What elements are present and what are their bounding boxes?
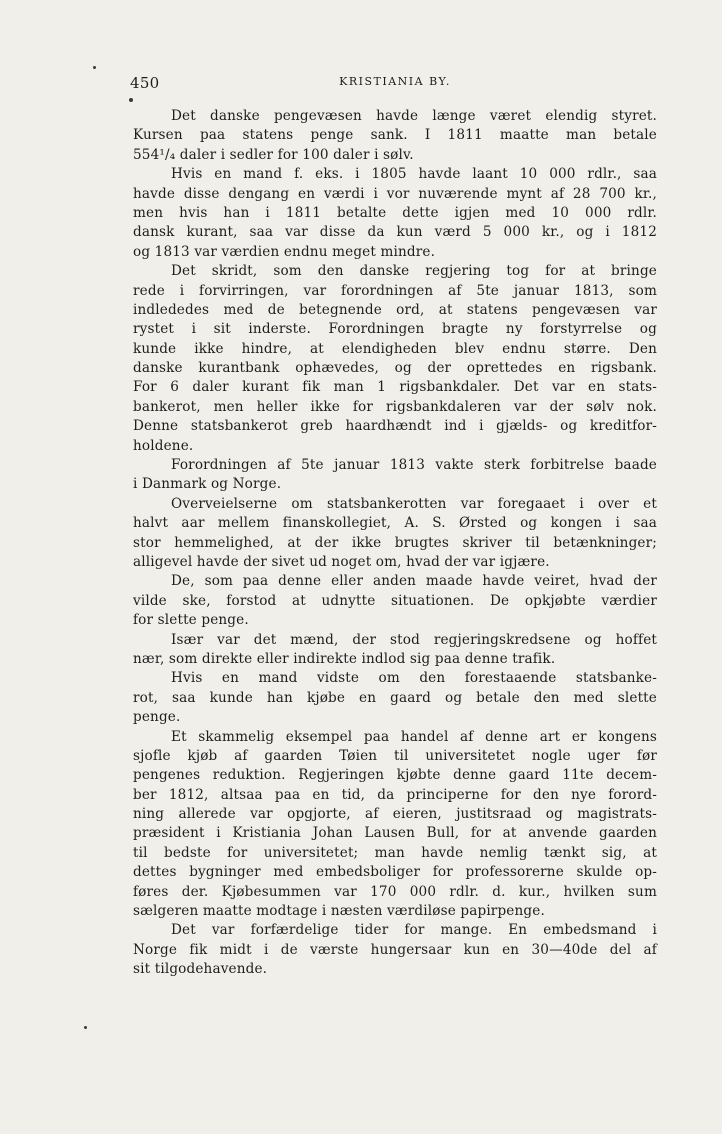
text-line: Især var det mænd, der stod regjeringskredsene og hoffet	[171, 631, 657, 648]
text-line: 554¹/₄ daler i sedler for 100 daler i sølv.	[133, 146, 414, 163]
paragraph	[133, 107, 657, 165]
text-line: og 1813 var værdien endnu meget mindre.	[133, 243, 436, 260]
text-line: sit tilgodehavende.	[133, 961, 268, 978]
text-line: til bedste for universitetet; man havde nemlig tænkt sig, at	[133, 844, 657, 861]
text-line: Overveielserne om statsbankerotten var foregaaet i over et	[171, 495, 657, 512]
text-line: Norge fik midt i de værste hungersaar kun en 30—40de del af	[133, 941, 657, 958]
text-line: halvt aar mellem finanskollegiet, A. S. Ørsted og kongen i saa	[133, 515, 657, 532]
print-speck	[93, 66, 96, 69]
paragraph	[133, 262, 657, 456]
paragraph	[133, 631, 657, 670]
text-line: Hvis en mand vidste om den forestaaende statsbanke-	[171, 670, 657, 687]
text-line: alligevel havde der sivet ud noget om, hvad der var igjære.	[133, 553, 550, 570]
print-speck	[84, 1026, 87, 1029]
text-line: Hvis en mand f. eks. i 1805 havde laant 10 000 rdlr., saa	[171, 166, 657, 183]
text-line: ber 1812, altsaa paa en tid, da principerne for den nye forord-	[133, 786, 657, 803]
paragraph	[133, 165, 657, 262]
text-line: for slette penge.	[133, 612, 249, 629]
text-line: sælgeren maatte modtage i næsten værdiløse papirpenge.	[133, 903, 545, 920]
text-line: i Danmark og Norge.	[133, 476, 282, 493]
paragraph	[133, 456, 657, 495]
text-line: penge.	[133, 709, 181, 726]
text-line: havde disse dengang en værdi i vor nuværende mynt af 28 700 kr.,	[133, 185, 657, 202]
text-line: ning allerede var opgjorte, af eieren, justitsraad og magistrats-	[133, 806, 657, 823]
text-line: nær, som direkte eller indirekte indlod sig paa denne trafik.	[133, 650, 556, 667]
text-line: Det skridt, som den danske regjering tog for at bringe	[171, 263, 657, 280]
text-line: sjofle kjøb af gaarden Tøien til universitetet nogle uger før	[133, 747, 657, 764]
text-line: rot, saa kunde han kjøbe en gaard og betale den med slette	[133, 689, 657, 706]
print-speck	[129, 98, 133, 102]
running-title: KRISTIANIA BY.	[339, 75, 451, 88]
paragraph	[133, 572, 657, 630]
text-line: kunde ikke hindre, at elendigheden blev endnu større. Den	[133, 340, 657, 357]
text-line: Forordningen af 5te januar 1813 vakte sterk forbitrelse baade	[171, 457, 657, 474]
text-line: Det danske pengevæsen havde længe været elendig styret.	[171, 108, 657, 124]
paragraph	[133, 495, 657, 573]
text-line: bankerot, men heller ikke for rigsbankdaleren var der sølv nok.	[133, 398, 657, 415]
text-line: For 6 daler kurant fik man 1 rigsbankdaler. Det var en stats-	[133, 379, 657, 396]
text-line: danske kurantbank ophævedes, og der oprettedes en rigsbank.	[133, 360, 657, 377]
text-line: holdene.	[133, 437, 194, 454]
paragraph	[133, 669, 657, 727]
text-line: stor hemmelighed, at der ikke brugtes skriver til betænkninger;	[133, 534, 657, 551]
text-line: vilde ske, forstod at udnytte situationen. De opkjøbte værdier	[133, 592, 657, 609]
text-line: dansk kurant, saa var disse da kun værd 5 000 kr., og i 1812	[133, 224, 657, 241]
text-line: indlededes med de betegnende ord, at statens pengevæsen var	[133, 301, 657, 318]
paragraph	[133, 921, 657, 979]
text-line: rystet i sit inderste. Forordningen bragte ny forstyrrelse og	[133, 321, 657, 338]
text-line: føres der. Kjøbesummen var 170 000 rdlr. d. kur., hvilken sum	[133, 883, 657, 900]
text-line: men hvis han i 1811 betalte dette igjen med 10 000 rdlr.	[133, 204, 657, 221]
text-line: Denne statsbankerot greb haardhændt ind i gjælds- og kreditfor-	[133, 418, 657, 435]
text-line: dettes bygninger med embedsboliger for professorerne skulde op-	[133, 864, 657, 881]
page-header	[130, 74, 660, 94]
text-line: præsident i Kristiania Johan Lausen Bull, for at anvende gaarden	[133, 825, 657, 842]
text-line: rede i forvirringen, var forordningen af 5te januar 1813, som	[133, 282, 657, 299]
body-text	[133, 107, 657, 980]
text-line: Kursen paa statens penge sank. I 1811 maatte man betale	[133, 127, 657, 144]
text-line: Det var forfærdelige tider for mange. En embedsmand i	[171, 922, 657, 939]
text-line: pengenes reduktion. Regjeringen kjøbte denne gaard 11te decem-	[133, 767, 657, 784]
page-number: 450	[130, 74, 160, 92]
text-line: De, som paa denne eller anden maade havde veiret, hvad der	[171, 573, 657, 590]
paragraph	[133, 728, 657, 922]
text-line: Et skammelig eksempel paa handel af denne art er kongens	[171, 728, 657, 745]
